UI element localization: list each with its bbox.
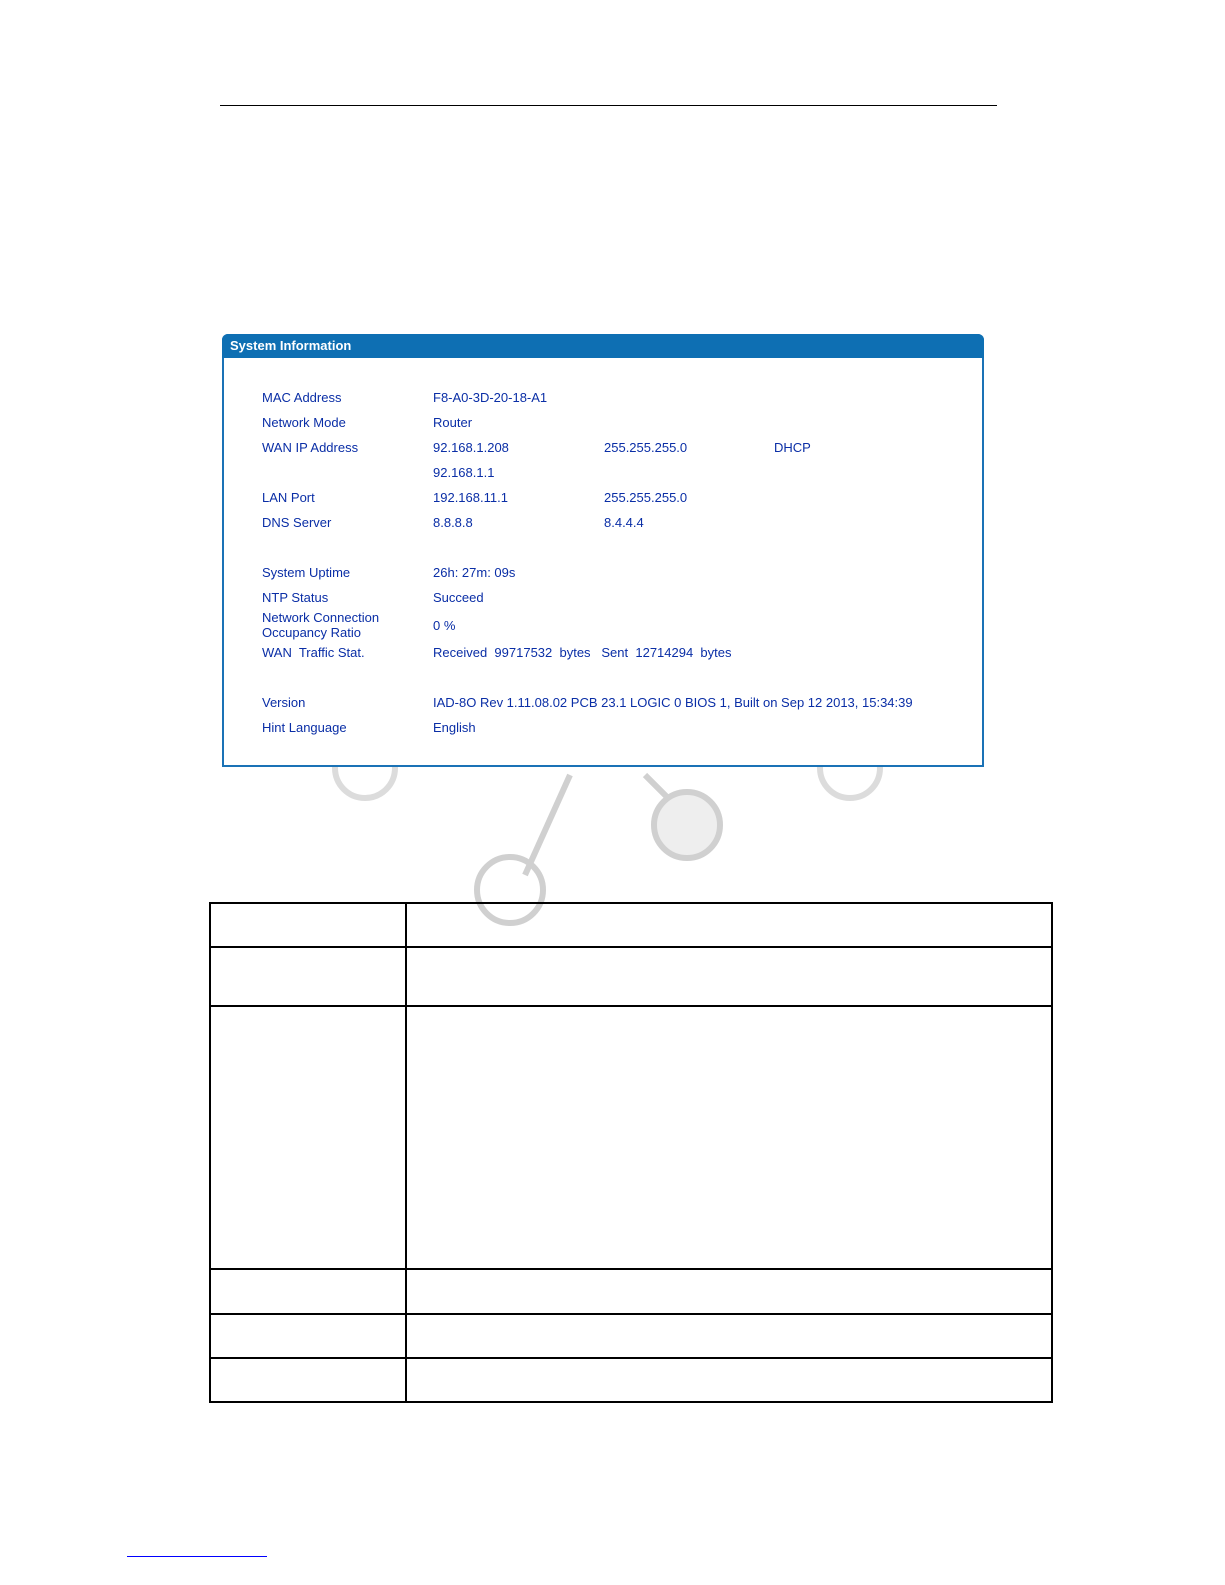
table-cell: [210, 1006, 406, 1269]
label-wan-ip: WAN IP Address: [262, 440, 359, 455]
label-mac-address: MAC Address: [262, 390, 342, 405]
system-information-panel: [222, 334, 984, 767]
value-dns-primary: 8.8.8.8: [433, 515, 473, 530]
table-cell: [210, 1269, 406, 1314]
table-row: [210, 1006, 1052, 1269]
label-system-uptime: System Uptime: [262, 565, 351, 580]
value-wan-traffic: Received 99717532 bytes Sent 12714294 bytes: [433, 645, 732, 660]
label-ntp-status: NTP Status: [262, 590, 329, 605]
description-table: [209, 902, 1053, 1403]
table-cell: [406, 1006, 1052, 1269]
panel-title: System Information: [222, 334, 984, 358]
table-cell: [406, 1269, 1052, 1314]
label-hint-language: Hint Language: [262, 720, 347, 735]
label-occupancy-ratio-line2: Occupancy Ratio: [262, 625, 361, 640]
table-row: [210, 1269, 1052, 1314]
label-version: Version: [262, 695, 306, 710]
value-ntp-status: Succeed: [433, 590, 484, 605]
label-network-mode: Network Mode: [262, 415, 346, 430]
value-system-uptime: 26h: 27m: 09s: [433, 565, 516, 580]
table-cell: [210, 1314, 406, 1358]
table-cell: [210, 1358, 406, 1402]
deco-circle-3: [654, 792, 720, 858]
deco-line-1: [525, 775, 570, 875]
table-cell: [406, 1358, 1052, 1402]
table-cell: [406, 1314, 1052, 1358]
table-cell: [406, 903, 1052, 947]
table-cell: [406, 947, 1052, 1006]
deco-line-2: [645, 775, 670, 800]
header-rule: [220, 105, 997, 106]
value-wan-netmask: 255.255.255.0: [604, 440, 688, 455]
value-wan-gateway: 92.168.1.1: [433, 465, 495, 480]
label-dns-server: DNS Server: [262, 515, 332, 530]
label-occupancy-ratio-line1: Network Connection: [262, 610, 380, 625]
value-version: IAD-8O Rev 1.11.08.02 PCB 23.1 LOGIC 0 BIOS 1, Built on Sep 12 2013, 15:34:39: [433, 695, 913, 710]
value-dns-secondary: 8.4.4.4: [604, 515, 644, 530]
value-wan-ip: 92.168.1.208: [433, 440, 509, 455]
label-lan-port: LAN Port: [262, 490, 315, 505]
value-occupancy-ratio: 0 %: [433, 618, 456, 633]
label-wan-traffic: WAN Traffic Stat.: [262, 645, 365, 660]
value-mac-address: F8-A0-3D-20-18-A1: [433, 390, 548, 405]
table-cell: [210, 947, 406, 1006]
value-hint-language: English: [433, 720, 476, 735]
value-network-mode: Router: [433, 415, 473, 430]
table-row: [210, 903, 1052, 947]
footer-link-underline[interactable]: [127, 1556, 267, 1557]
table-cell: [210, 903, 406, 947]
table-row: [210, 1314, 1052, 1358]
table-row: [210, 947, 1052, 1006]
value-lan-netmask: 255.255.255.0: [604, 490, 688, 505]
value-lan-ip: 192.168.11.1: [433, 490, 508, 505]
table-row: [210, 1358, 1052, 1402]
value-wan-mode: DHCP: [774, 440, 811, 455]
